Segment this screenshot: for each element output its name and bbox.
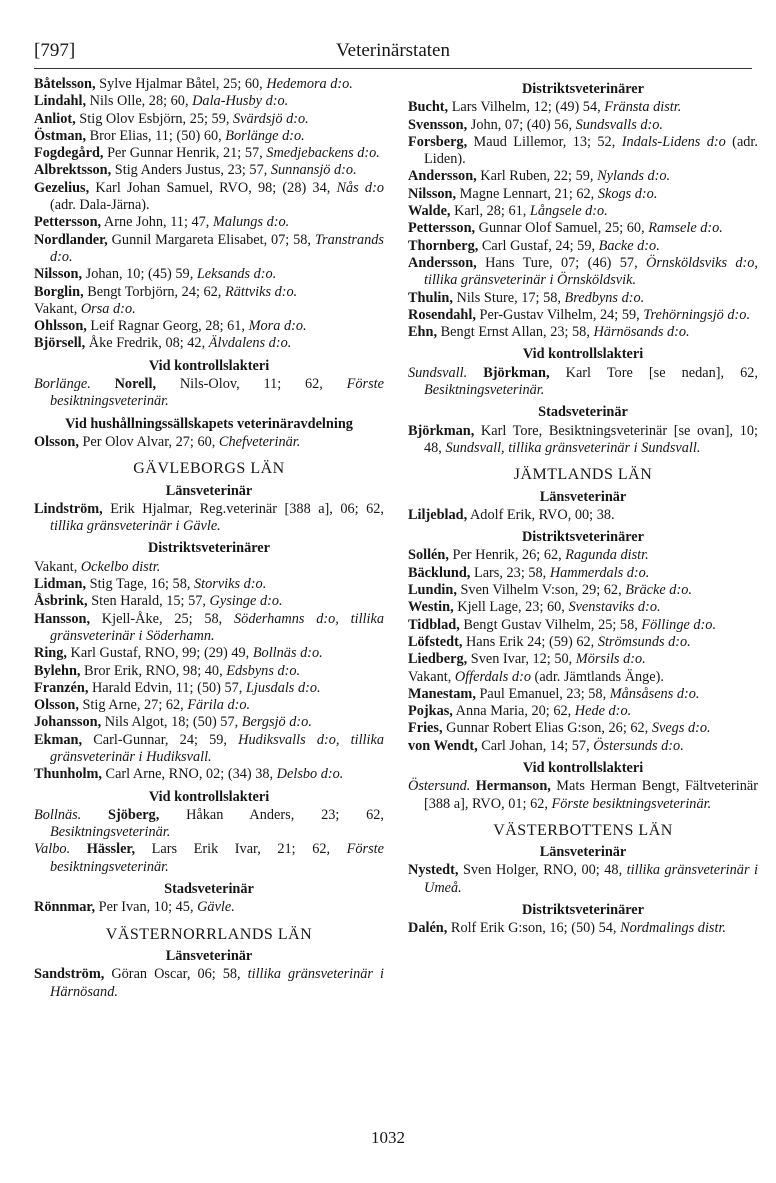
directory-entry (34, 162, 384, 179)
entry-details: Paul Emanuel, 23; 58, (475, 685, 610, 702)
entry-post: tillika gränsveterinär i Umeå. (424, 862, 758, 896)
entry-details: Arne John, 11; 47, (101, 214, 213, 231)
entry-post: Mörsils d:o. (575, 651, 646, 668)
entry-post: Dala-Husby d:o. (192, 93, 289, 110)
directory-entry (34, 714, 384, 731)
running-title: Veterinärstaten (336, 40, 450, 61)
section-subheading: Vid kontrollslakteri (148, 357, 270, 374)
entry-surname: Bucht, (408, 99, 449, 116)
county-heading: GÄVLEBORGS LÄN (133, 460, 285, 478)
directory-entry (408, 307, 758, 324)
directory-entry (34, 128, 384, 145)
entry-post: Förste besiktningsveterinär. (50, 841, 384, 875)
entry-details: Göran Oscar, 06; 58, (104, 966, 248, 983)
entry-surname: Rosendahl, (408, 306, 476, 323)
entry-post: Offerdals d:o (454, 668, 531, 685)
entry-details: Kjell Lage, 23; 60, (453, 599, 569, 616)
section-subheading: Vid hushållningssällskapets veterinäravdelning (65, 415, 353, 432)
directory-entry (408, 168, 758, 185)
section-subheading: Vid kontrollslakteri (522, 346, 644, 363)
entry-post: Leksands d:o. (196, 266, 277, 283)
entry-surname: Lundin, (408, 582, 457, 599)
entry-details: Åke Fredrik, 08; 42, (85, 335, 209, 352)
entry-post: Mora d:o. (248, 318, 307, 335)
entry-details: John, 07; (40) 56, (467, 116, 576, 133)
entry-surname: Hansson, (34, 610, 91, 627)
directory-entry (34, 266, 384, 283)
directory-entry (34, 232, 384, 267)
entry-surname: Ehn, (408, 324, 438, 341)
entry-surname: Norell, (90, 376, 157, 393)
entry-surname: Liljeblad, (408, 506, 468, 523)
entry-details: Carl Gustaf, 24; 59, (478, 237, 599, 254)
section-subheading: Distriktsveterinärer (521, 529, 644, 546)
entry-post: Ramsele d:o. (648, 220, 723, 237)
entry-post: Rättviks d:o. (224, 283, 298, 300)
directory-entry (34, 145, 384, 162)
entry-post: Bergsjö d:o. (241, 714, 312, 731)
entry-details: Gunnar Robert Elias G:son, 26; 62, (442, 720, 652, 737)
directory-entry (408, 634, 758, 651)
entry-post: Orsa d:o. (80, 300, 136, 317)
entry-details: Per Gunnar Henrik, 21; 57, (103, 145, 267, 162)
directory-entry (34, 899, 384, 916)
entry-details: Bengt Gustav Vilhelm, 25; 58, (459, 616, 642, 633)
entry-post: Besiktningsveterinär. (50, 824, 171, 841)
entry-post: Backe d:o. (598, 237, 660, 254)
entry-post: Bräcke d:o. (625, 582, 692, 599)
entry-surname: Lindahl, (34, 93, 87, 110)
entry-surname: Lidman, (34, 576, 87, 593)
directory-entry (34, 680, 384, 697)
entry-details: Sylve Hjalmar Båtel, 25; 60, (95, 76, 267, 92)
entry-surname: Liedberg, (408, 651, 468, 668)
section-subheading: Länsveterinär (165, 947, 253, 964)
directory-entry (34, 663, 384, 680)
entry-post: Besiktningsveterinär. (424, 382, 545, 399)
entry-details: Nils Algot, 18; (50) 57, (101, 714, 242, 731)
directory-entry (34, 559, 384, 576)
entry-details: Nils Sture, 17; 58, (452, 289, 565, 306)
page-number: 1032 (371, 1128, 405, 1147)
entry-details: Leif Ragnar Georg, 28; 61, (86, 318, 249, 335)
entry-surname: Björsell, (34, 335, 86, 352)
entry-details: Karl Ruben, 22; 59, (476, 168, 598, 185)
entry-details: Karl Gustaf, RNO, 99; (29) 49, (66, 645, 253, 662)
entry-surname: Johansson, (34, 714, 102, 731)
entry-details: Stig Olov Esbjörn, 25; 59, (75, 110, 233, 127)
entry-post: Sunnansjö d:o. (270, 162, 357, 179)
entry-details: Vakant, (34, 558, 81, 575)
directory-entry (34, 284, 384, 301)
directory-entry (408, 547, 758, 564)
entry-station: Valbo. (34, 841, 71, 858)
entry-post: Nås d:o (336, 179, 384, 196)
entry-details: Bengt Torbjörn, 24; 62, (83, 283, 225, 300)
entry-details: Carl Johan, 14; 57, (477, 737, 594, 754)
entry-surname: Sjöberg, (81, 806, 160, 823)
directory-entry (408, 365, 758, 400)
entry-details: Johan, 10; (45) 59, (82, 266, 197, 283)
entry-surname: Franzén, (34, 679, 89, 696)
entry-details: Stig Anders Justus, 23; 57, (111, 162, 271, 179)
entry-post: Ragunda distr. (565, 547, 649, 564)
entry-surname: Thornberg, (408, 237, 479, 254)
entry-details: Magne Lennart, 21; 62, (456, 185, 598, 202)
directory-entry (408, 220, 758, 237)
directory-entry (408, 99, 758, 116)
entry-post: Härnösands d:o. (593, 324, 690, 341)
directory-entry (408, 238, 758, 255)
entry-surname: Borglin, (34, 283, 84, 300)
entry-surname: Fogdegård, (34, 145, 104, 162)
entry-surname: Björkman, (467, 364, 550, 381)
directory-entry (408, 255, 758, 290)
entry-surname: Walde, (408, 203, 451, 220)
entry-surname: Fries, (408, 720, 443, 737)
entry-surname: Olsson, (34, 433, 79, 450)
entry-details: Bror Erik, RNO, 98; 40, (80, 662, 227, 679)
entry-details: Nils Olle, 28; 60, (86, 93, 193, 110)
entry-note: (adr. Dala-Järna). (50, 197, 150, 214)
page-reference: [797] (34, 40, 76, 61)
directory-entry (408, 862, 758, 897)
directory-entry (408, 703, 758, 720)
entry-post: Chefveterinär. (218, 433, 301, 450)
entry-details: Nils-Olov, 11; 62, (156, 376, 347, 393)
entry-surname: Ring, (34, 645, 67, 662)
entry-details: Per Ivan, 10; 45, (95, 899, 198, 916)
entry-surname: Hässler, (70, 841, 136, 858)
entry-surname: Nilsson, (408, 185, 457, 202)
entry-details: Karl Tore [se nedan], 62, (549, 364, 758, 381)
entry-post: Ljusdals d:o. (245, 679, 321, 696)
directory-entry (34, 501, 384, 536)
entry-post: Skogs d:o. (597, 185, 658, 202)
entry-post: Fränsta distr. (604, 99, 682, 116)
directory-entry (34, 376, 384, 411)
entry-post: Örnsköldsviks d:o, tillika gränsveterinär i Örnsköldsvik. (424, 254, 758, 289)
entry-surname: Östman, (34, 127, 87, 144)
entry-surname: Svensson, (408, 116, 468, 133)
entry-details: Lars Vilhelm, 12; (49) 54, (448, 99, 605, 116)
entry-post: Bollnäs d:o. (252, 645, 323, 662)
entry-details: Rolf Erik G:son, 16; (50) 54, (447, 920, 621, 937)
entry-details: Karl, 28; 61, (450, 203, 530, 220)
directory-entry (34, 766, 384, 783)
directory-entry (408, 565, 758, 582)
entry-surname: Ekman, (34, 731, 83, 748)
entry-post: Trehörningsjö d:o. (643, 306, 751, 323)
directory-entry (408, 203, 758, 220)
entry-post: Långsele d:o. (529, 203, 608, 220)
directory-entry (408, 651, 758, 668)
entry-post: Nylands d:o. (597, 168, 671, 185)
entry-surname: Pojkas, (408, 703, 453, 720)
entry-post: Svärdsjö d:o. (233, 110, 309, 127)
directory-entry (34, 645, 384, 662)
entry-surname: Tidblad, (408, 616, 460, 633)
section-subheading: Distriktsveterinärer (521, 902, 644, 919)
entry-surname: Pettersson, (408, 220, 476, 237)
entry-surname: Thulin, (408, 289, 453, 306)
section-subheading: Distriktsveterinärer (521, 81, 644, 97)
entry-surname: Bäcklund, (408, 564, 471, 581)
directory-entry (34, 697, 384, 714)
entry-post: Söderhamns d:o, tillika gränsveterinär i Söderhamn. (50, 610, 384, 644)
entry-details: Gunnar Olof Samuel, 25; 60, (475, 220, 649, 237)
entry-details: Bengt Ernst Allan, 23; 58, (437, 324, 594, 341)
directory-entry (34, 335, 384, 352)
entry-surname: Olsson, (34, 697, 79, 714)
entry-surname: von Wendt, (408, 737, 478, 754)
entry-post: Nordmalings distr. (620, 920, 727, 937)
entry-post: Hedemora d:o. (266, 76, 353, 92)
entry-surname: Löfstedt, (408, 633, 463, 650)
entry-post: Delsbo d:o. (276, 766, 344, 783)
entry-details: Carl-Gunnar, 24; 59, (82, 731, 239, 748)
directory-entry (408, 738, 758, 755)
section-subheading: Vid kontrollslakteri (522, 759, 644, 776)
entry-station: Borlänge. (34, 376, 91, 393)
entry-post: Hudiksvalls d:o, tillika gränsveterinär i Hudiksvall. (50, 731, 384, 765)
page-header (34, 40, 752, 66)
directory-entry (408, 617, 758, 634)
entry-surname: Andersson, (408, 254, 477, 271)
directory-entry (408, 290, 758, 307)
entry-surname: Sandström, (34, 966, 105, 983)
entry-surname: Nystedt, (408, 862, 459, 879)
directory-entry (34, 180, 384, 215)
entry-details: Per Olov Alvar, 27; 60, (78, 433, 219, 450)
left-column (34, 76, 384, 1001)
entry-post: Förste besiktningsveterinär. (551, 795, 712, 812)
directory-entry (408, 117, 758, 134)
entry-post: Svenstaviks d:o. (568, 599, 661, 616)
entry-post: tillika gränsveterinär i Härnösand. (50, 966, 384, 1000)
directory-entry (408, 669, 758, 686)
entry-surname: Nilsson, (34, 266, 83, 283)
directory-entry (408, 324, 758, 341)
entry-post: Gävle. (197, 899, 235, 916)
entry-details: Karl Tore, Besiktningsveterinär [se ovan], 10; 48, (424, 422, 758, 456)
entry-details: Hans Ture, 07; (46) 57, (476, 254, 646, 271)
entry-surname: Dalén, (408, 920, 448, 937)
entry-post: Ockelbo distr. (80, 558, 161, 575)
entry-details: Carl Arne, RNO, 02; (34) 38, (101, 766, 277, 783)
entry-details: Sven Holger, RNO, 00; 48, (458, 862, 627, 879)
entry-details: Anna Maria, 20; 62, (452, 703, 575, 720)
entry-details: Gunnil Margareta Elisabet, 07; 58, (107, 231, 315, 248)
entry-surname: Båtelsson, (34, 76, 96, 92)
entry-surname: Rönnmar, (34, 899, 96, 916)
entry-post: Hede d:o. (574, 703, 632, 720)
entry-post: Smedjebackens d:o. (266, 145, 380, 162)
entry-surname: Sollén, (408, 547, 449, 564)
directory-entry (34, 318, 384, 335)
entry-station: Östersund. (408, 778, 471, 795)
directory-entry (34, 214, 384, 231)
entry-details: Vakant, (408, 668, 455, 685)
directory-entry (408, 920, 758, 937)
entry-post: Strömsunds d:o. (597, 633, 691, 650)
entry-details: Stig Tage, 16; 58, (86, 576, 194, 593)
entry-surname: Björkman, (408, 422, 475, 439)
entry-details: Lars Erik Ivar, 21; 62, (135, 841, 347, 858)
directory-entry (34, 434, 384, 451)
entry-post: Bredbyns d:o. (564, 289, 645, 306)
entry-details: Stig Arne, 27; 62, (78, 697, 188, 714)
section-subheading: Länsveterinär (539, 844, 627, 861)
entry-post: Sundsvall, tillika gränsveterinär i Sundsvall. (445, 439, 701, 456)
county-heading: VÄSTERNORRLANDS LÄN (105, 925, 313, 943)
county-heading: VÄSTERBOTTENS LÄN (493, 821, 673, 839)
entry-post: Förste besiktningsveterinär. (50, 376, 384, 410)
entry-post: Indals-Lidens d:o (621, 133, 726, 150)
section-subheading: Stadsveterinär (538, 404, 628, 421)
entry-surname: Albrektsson, (34, 162, 112, 179)
directory-entry (34, 593, 384, 610)
entry-post: Hammerdals d:o. (549, 564, 650, 581)
entry-surname: Pettersson, (34, 214, 102, 231)
directory-entry (408, 186, 758, 203)
directory-entry (34, 76, 384, 93)
entry-station: Bollnäs. (34, 806, 82, 823)
entry-post: Färila d:o. (187, 697, 251, 714)
directory-entry (408, 778, 758, 813)
entry-post: Östersunds d:o. (593, 737, 684, 754)
entry-surname: Westin, (408, 599, 454, 616)
directory-entry (34, 807, 384, 842)
entry-surname: Åsbrink, (34, 593, 88, 610)
section-subheading: Länsveterinär (165, 482, 253, 499)
entry-surname: Nordlander, (34, 231, 108, 248)
section-subheading: Stadsveterinär (164, 881, 254, 898)
entry-post: tillika gränsveterinär i Gävle. (50, 518, 221, 535)
directory-entry (34, 576, 384, 593)
entry-post: Transtrands d:o. (50, 231, 384, 265)
entry-details: Erik Hjalmar, Reg.veterinär [388 a], 06; 62, (102, 500, 384, 517)
directory-entry (34, 93, 384, 110)
entry-details: Per-Gustav Vilhelm, 24; 59, (475, 306, 644, 323)
section-subheading: Distriktsveterinärer (147, 540, 270, 557)
entry-details: Lars, 23; 58, (470, 564, 550, 581)
entry-surname: Thunholm, (34, 766, 102, 783)
entry-note: (adr. Jämtlands Änge). (530, 668, 664, 685)
entry-post: Sundsvalls d:o. (575, 116, 663, 133)
entry-details: Adolf Erik, RVO, 00; 38. (467, 506, 615, 523)
entry-note: (adr. Liden). (424, 133, 758, 168)
section-subheading: Vid kontrollslakteri (148, 788, 270, 805)
county-heading: JÄMTLANDS LÄN (513, 466, 653, 484)
section-subheading: Länsveterinär (539, 488, 627, 505)
entry-surname: Forsberg, (408, 133, 468, 150)
right-column (408, 76, 758, 938)
entry-surname: Gezelius, (34, 179, 90, 196)
entry-details: Håkan Anders, 23; 62, (159, 806, 384, 823)
directory-entry (34, 841, 384, 876)
directory-entry (408, 582, 758, 599)
entry-post: Månsåsens d:o. (609, 685, 700, 702)
entry-surname: Lindström, (34, 500, 103, 517)
directory-entry (408, 599, 758, 616)
directory-entry (34, 966, 384, 1001)
entry-post: Malungs d:o. (212, 214, 290, 231)
entry-post: Borlänge d:o. (225, 127, 305, 144)
directory-entry (408, 720, 758, 737)
entry-post: Storviks d:o. (194, 576, 267, 593)
directory-entry (34, 611, 384, 646)
entry-post: Gysinge d:o. (209, 593, 283, 610)
entry-details: Maud Lillemor, 13; 52, (467, 133, 622, 150)
entry-surname: Manestam, (408, 685, 476, 702)
entry-surname: Andersson, (408, 168, 477, 185)
entry-details: Bror Elias, 11; (50) 60, (86, 127, 226, 144)
entry-details: Hans Erik 24; (59) 62, (462, 633, 598, 650)
entry-surname: Anliot, (34, 110, 76, 127)
directory-entry (408, 423, 758, 458)
entry-surname: Hermanson, (470, 778, 551, 795)
directory-entry (408, 134, 758, 169)
header-rule (34, 68, 752, 69)
entry-surname: Bylehn, (34, 662, 81, 679)
entry-details: Vakant, (34, 300, 81, 317)
entry-details: Sten Harald, 15; 57, (87, 593, 210, 610)
entry-post: Edsbyns d:o. (226, 662, 301, 679)
entry-post: Föllinge d:o. (641, 616, 717, 633)
entry-details: Mats Herman Bengt, Fältveterinär [388 a], RVO, 01; 62, (424, 778, 758, 812)
entry-details: Harald Edvin, 11; (50) 57, (88, 679, 246, 696)
entry-surname: Ohlsson, (34, 318, 87, 335)
directory-entry (408, 686, 758, 703)
entry-station: Sundsvall. (408, 364, 468, 381)
entry-post: Svegs d:o. (651, 720, 711, 737)
directory-entry (34, 732, 384, 767)
directory-entry (408, 507, 758, 524)
entry-details: Sven Vilhelm V:son, 29; 62, (456, 582, 626, 599)
entry-post: Älvdalens d:o. (208, 335, 292, 352)
entry-details: Per Henrik, 26; 62, (448, 547, 566, 564)
entry-details: Kjell-Åke, 25; 58, (90, 610, 235, 627)
directory-entry (34, 111, 384, 128)
entry-details: Karl Johan Samuel, RVO, 98; (28) 34, (89, 179, 337, 196)
directory-entry (34, 301, 384, 318)
entry-details: Sven Ivar, 12; 50, (467, 651, 576, 668)
